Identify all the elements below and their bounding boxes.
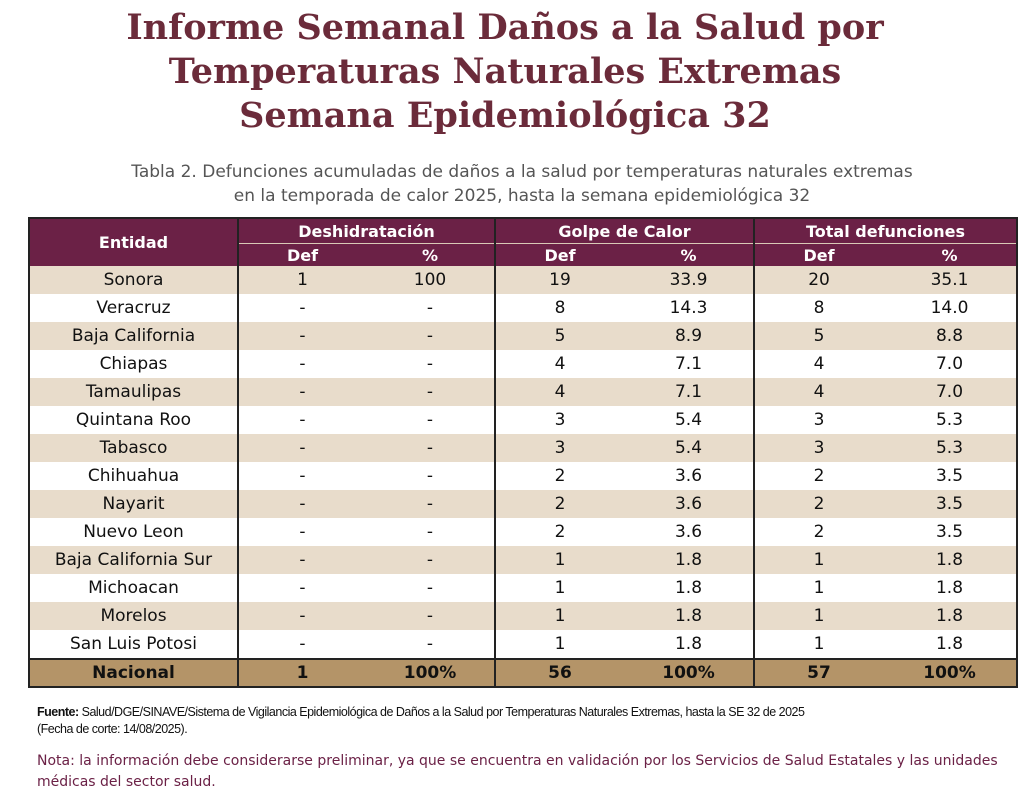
entidad-cell: Morelos: [29, 602, 238, 630]
value-cell: -: [238, 518, 366, 546]
table-row: [29, 574, 1017, 602]
value-cell: 2: [754, 518, 883, 546]
value-cell: -: [366, 378, 495, 406]
value-cell: -: [238, 294, 366, 322]
value-cell: -: [366, 574, 495, 602]
source-note: [37, 704, 997, 738]
value-cell: 5.4: [624, 434, 754, 462]
value-cell: -: [238, 546, 366, 574]
value-cell: -: [366, 490, 495, 518]
value-cell: -: [238, 378, 366, 406]
value-cell: 2: [495, 462, 624, 490]
value-cell: 1: [495, 546, 624, 574]
value-cell: 3.5: [883, 490, 1017, 518]
header-golpe-de-calor: Golpe de Calor: [495, 218, 754, 244]
value-cell: 33.9: [624, 266, 754, 294]
value-cell: 5.4: [624, 406, 754, 434]
value-cell: 1: [495, 574, 624, 602]
value-cell: 5: [754, 322, 883, 350]
subheader-def: Def: [754, 244, 883, 267]
header-total-defunciones: Total defunciones: [754, 218, 1017, 244]
value-cell: -: [238, 406, 366, 434]
source-cutoff-date: (Fecha de corte: 14/08/2025).: [37, 722, 188, 736]
total-cell: Nacional: [29, 659, 238, 687]
value-cell: 1: [495, 630, 624, 659]
value-cell: 1.8: [624, 602, 754, 630]
value-cell: 7.0: [883, 378, 1017, 406]
value-cell: 8: [754, 294, 883, 322]
value-cell: 8.8: [883, 322, 1017, 350]
entidad-cell: Tamaulipas: [29, 378, 238, 406]
value-cell: 5.3: [883, 434, 1017, 462]
total-cell: 57: [754, 659, 883, 687]
table-row: [29, 490, 1017, 518]
table-row: [29, 378, 1017, 406]
value-cell: 1: [238, 266, 366, 294]
value-cell: 1: [754, 602, 883, 630]
entidad-cell: San Luis Potosi: [29, 630, 238, 659]
value-cell: -: [366, 406, 495, 434]
entidad-cell: Sonora: [29, 266, 238, 294]
value-cell: 3: [495, 406, 624, 434]
report-title: [0, 6, 1010, 138]
entidad-cell: Quintana Roo: [29, 406, 238, 434]
value-cell: -: [238, 602, 366, 630]
value-cell: 14.0: [883, 294, 1017, 322]
value-cell: 20: [754, 266, 883, 294]
value-cell: 14.3: [624, 294, 754, 322]
value-cell: 7.1: [624, 350, 754, 378]
value-cell: 1.8: [883, 546, 1017, 574]
total-cell: 56: [495, 659, 624, 687]
value-cell: 1.8: [624, 630, 754, 659]
value-cell: 4: [495, 350, 624, 378]
value-cell: 7.0: [883, 350, 1017, 378]
value-cell: 3.6: [624, 462, 754, 490]
table-row: [29, 630, 1017, 659]
table-row: [29, 406, 1017, 434]
table-row: [29, 322, 1017, 350]
value-cell: -: [238, 350, 366, 378]
value-cell: 1: [754, 630, 883, 659]
value-cell: 4: [495, 378, 624, 406]
entidad-cell: Michoacan: [29, 574, 238, 602]
value-cell: 2: [754, 490, 883, 518]
value-cell: -: [238, 490, 366, 518]
value-cell: 8.9: [624, 322, 754, 350]
subheader-pct: %: [366, 244, 495, 267]
entidad-cell: Veracruz: [29, 294, 238, 322]
value-cell: -: [366, 350, 495, 378]
header-entidad: Entidad: [29, 218, 238, 266]
table-row: [29, 350, 1017, 378]
value-cell: 2: [495, 490, 624, 518]
entidad-cell: Nayarit: [29, 490, 238, 518]
value-cell: -: [238, 462, 366, 490]
total-cell: 100%: [366, 659, 495, 687]
total-cell: 1: [238, 659, 366, 687]
total-cell: 100%: [883, 659, 1017, 687]
value-cell: -: [366, 630, 495, 659]
value-cell: -: [366, 294, 495, 322]
value-cell: 2: [495, 518, 624, 546]
value-cell: -: [366, 518, 495, 546]
title-line-1: Informe Semanal Daños a la Salud por: [126, 7, 884, 48]
entidad-cell: Tabasco: [29, 434, 238, 462]
value-cell: 7.1: [624, 378, 754, 406]
value-cell: 1.8: [883, 630, 1017, 659]
caption-line-2: en la temporada de calor 2025, hasta la semana epidemiológica 32: [233, 186, 811, 206]
value-cell: -: [238, 574, 366, 602]
table-row: [29, 518, 1017, 546]
value-cell: 5: [495, 322, 624, 350]
title-line-2: Temperaturas Naturales Extremas: [168, 51, 842, 92]
value-cell: 1.8: [624, 574, 754, 602]
entidad-cell: Chiapas: [29, 350, 238, 378]
value-cell: 3.6: [624, 490, 754, 518]
value-cell: 1.8: [883, 574, 1017, 602]
value-cell: 2: [754, 462, 883, 490]
value-cell: 8: [495, 294, 624, 322]
value-cell: 4: [754, 350, 883, 378]
value-cell: 1.8: [624, 546, 754, 574]
value-cell: 1.8: [883, 602, 1017, 630]
entidad-cell: Baja California: [29, 322, 238, 350]
value-cell: 3: [754, 406, 883, 434]
value-cell: 1: [495, 602, 624, 630]
value-cell: -: [238, 434, 366, 462]
value-cell: 3.6: [624, 518, 754, 546]
source-text: Salud/DGE/SINAVE/Sistema de Vigilancia Epidemiológica de Daños a la Salud por Temperaturas Naturales Extremas, hasta la SE 32 de 2025: [78, 705, 805, 719]
entidad-cell: Baja California Sur: [29, 546, 238, 574]
header-deshidratacion: Deshidratación: [238, 218, 495, 244]
value-cell: 3: [495, 434, 624, 462]
value-cell: 4: [754, 378, 883, 406]
title-line-3: Semana Epidemiológica 32: [239, 95, 771, 136]
value-cell: -: [238, 630, 366, 659]
value-cell: -: [366, 434, 495, 462]
value-cell: 1: [754, 546, 883, 574]
source-label: Fuente:: [37, 705, 79, 719]
subheader-pct: %: [883, 244, 1017, 267]
value-cell: 3.5: [883, 518, 1017, 546]
value-cell: 35.1: [883, 266, 1017, 294]
entidad-cell: Nuevo Leon: [29, 518, 238, 546]
subheader-def: Def: [495, 244, 624, 267]
value-cell: -: [366, 602, 495, 630]
entidad-cell: Chihuahua: [29, 462, 238, 490]
table-body: [29, 266, 1017, 659]
table-caption: [0, 160, 1024, 208]
total-row: [29, 659, 1017, 687]
preliminary-note: Nota: la información debe considerarse preliminar, ya que se encuentra en validación por los Servicios de Salud Estatales y las unidades médicas del sector salud.: [37, 753, 998, 790]
value-cell: 5.3: [883, 406, 1017, 434]
table-row: [29, 602, 1017, 630]
subheader-def: Def: [238, 244, 366, 267]
value-cell: 3.5: [883, 462, 1017, 490]
value-cell: 19: [495, 266, 624, 294]
table-row: [29, 462, 1017, 490]
caption-line-1: Tabla 2. Defunciones acumuladas de daños a la salud por temperaturas naturales extremas: [131, 162, 913, 182]
table-row: [29, 434, 1017, 462]
value-cell: 100: [366, 266, 495, 294]
total-cell: 100%: [624, 659, 754, 687]
table-row: [29, 294, 1017, 322]
value-cell: -: [366, 546, 495, 574]
table-row: [29, 546, 1017, 574]
deaths-table: [28, 217, 1018, 688]
table-row: [29, 266, 1017, 294]
subheader-pct: %: [624, 244, 754, 267]
value-cell: 1: [754, 574, 883, 602]
value-cell: -: [366, 322, 495, 350]
value-cell: -: [366, 462, 495, 490]
value-cell: -: [238, 322, 366, 350]
value-cell: 3: [754, 434, 883, 462]
